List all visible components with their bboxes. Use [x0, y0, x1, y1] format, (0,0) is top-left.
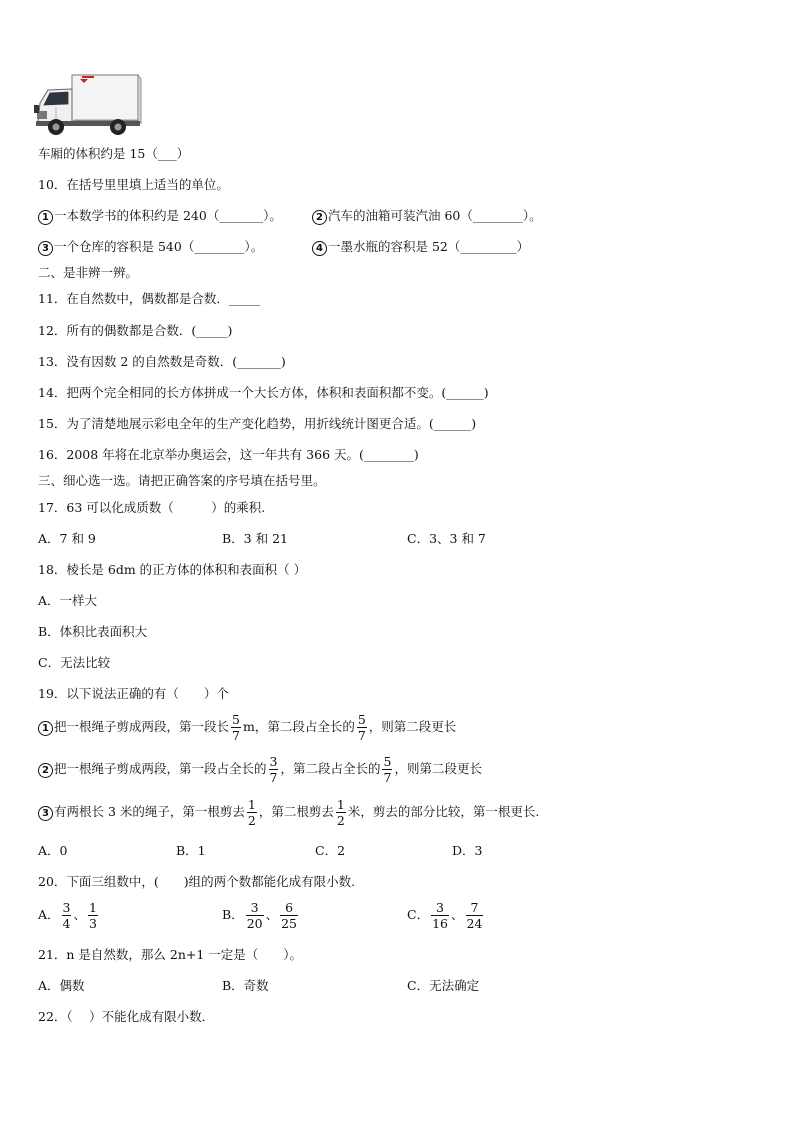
question-14: 14．把两个完全相同的长方体拼成一个大长方体，体积和表面积都不变。(______) — [38, 385, 489, 400]
circled-number: 1 — [38, 210, 53, 225]
denominator: 2 — [336, 813, 345, 828]
question-15: 15．为了清楚地展示彩电全年的生产变化趋势，用折线统计图更合适。(______) — [38, 416, 477, 431]
question-11: 11．在自然数中，偶数都是合数．_____ — [38, 291, 261, 306]
question-18-stem: 18．棱长是 6dm 的正方体的体积和表面积（ ） — [38, 562, 307, 577]
q20-option-b — [222, 900, 300, 931]
section-3-heading: 三、细心选一选。请把正确答案的序号填在括号里。 — [38, 473, 326, 488]
section-2-heading: 二、是非辨一辨。 — [38, 265, 139, 280]
circled-number: 3 — [38, 806, 53, 821]
q18-option-c: C．无法比较 — [38, 655, 111, 670]
fraction — [357, 712, 367, 743]
separator: 、 — [265, 907, 279, 922]
denominator: 7 — [269, 770, 278, 785]
circled-number: 1 — [38, 721, 53, 736]
q10-item-3 — [38, 238, 263, 256]
q20-option-a — [38, 900, 100, 931]
numerator: 1 — [247, 797, 256, 812]
statement-text: ，则第二段更长 — [368, 719, 457, 734]
q19-statement-2 — [38, 754, 482, 785]
circled-number: 4 — [312, 241, 327, 256]
denominator: 7 — [232, 728, 240, 743]
denominator: 24 — [466, 916, 483, 931]
q10-item-text: 一墨水瓶的容积是 52（_________） — [328, 239, 530, 254]
q19-statement-1 — [38, 712, 456, 743]
numerator: 6 — [280, 900, 298, 916]
q17-option-a: A．7 和 9 — [38, 531, 96, 546]
numerator: 3 — [431, 900, 449, 916]
q19-option-c: C．2 — [315, 843, 346, 858]
separator: 、 — [450, 907, 464, 922]
q19-option-d: D．3 — [452, 843, 483, 858]
q20-option-c — [407, 900, 485, 931]
question-20-stem: 20．下面三组数中，( )组的两个数都能化成有限小数. — [38, 874, 356, 889]
denominator: 16 — [432, 916, 448, 931]
numerator: 3 — [269, 754, 278, 769]
numerator: 5 — [383, 754, 392, 769]
q21-option-b: B．奇数 — [222, 978, 269, 993]
q10-item-1 — [38, 207, 282, 225]
q10-item-text: 一本数学书的体积约是 240（_______）。 — [54, 208, 282, 223]
numerator: 1 — [336, 797, 345, 812]
circled-number: 2 — [312, 210, 327, 225]
denominator: 7 — [357, 728, 366, 743]
statement-text: 有两根长 3 米的绳子，第一根剪去 — [54, 804, 245, 819]
statement-text: 米，剪去的部分比较，第一根更长. — [347, 804, 540, 819]
q10-item-text: 一个仓库的容积是 540（________）。 — [54, 239, 264, 254]
option-label: A． — [38, 907, 60, 922]
question-9-tail: 车厢的体积约是 15（___） — [38, 146, 190, 161]
fraction — [231, 712, 241, 743]
question-16: 16．2008 年将在北京举办奥运会，这一年共有 366 天。(________) — [38, 447, 419, 462]
fraction — [62, 900, 72, 931]
denominator: 2 — [247, 813, 256, 828]
numerator: 5 — [232, 712, 240, 727]
denominator: 7 — [383, 770, 392, 785]
fraction — [466, 900, 484, 931]
numerator: 1 — [89, 900, 97, 915]
numerator: 7 — [466, 900, 484, 916]
statement-text: 把一根绳子剪成两段，第一段长 — [54, 719, 230, 734]
fraction — [431, 900, 449, 931]
q10-item-4 — [312, 238, 529, 256]
fraction — [246, 900, 264, 931]
q10-item-text: 汽车的油箱可装汽油 60（________）。 — [328, 208, 542, 223]
q21-option-a: A．偶数 — [38, 978, 85, 993]
denominator: 25 — [281, 916, 298, 931]
statement-text: ，第二根剪去 — [258, 804, 334, 819]
fraction — [88, 900, 98, 931]
separator: 、 — [73, 907, 86, 922]
circled-number: 3 — [38, 241, 53, 256]
q17-option-b: B．3 和 21 — [222, 531, 288, 546]
q17-option-c: C．3、3 和 7 — [407, 531, 486, 546]
circled-number: 2 — [38, 763, 53, 778]
question-10-title: 10．在括号里里填上适当的单位。 — [38, 177, 229, 192]
q21-option-c: C．无法确定 — [407, 978, 480, 993]
question-21-stem: 21．n 是自然数，那么 2n+1 一定是（ ）。 — [38, 947, 303, 962]
fraction — [336, 797, 346, 828]
question-12: 12．所有的偶数都是合数．(_____) — [38, 323, 233, 338]
denominator: 3 — [89, 916, 97, 931]
question-13: 13．没有因数 2 的自然数是奇数．(_______) — [38, 354, 286, 369]
denominator: 4 — [62, 916, 71, 931]
numerator: 5 — [357, 712, 366, 727]
statement-text: ，第二段占全长的 — [280, 761, 381, 776]
q10-item-2 — [312, 207, 542, 225]
fraction — [247, 797, 257, 828]
statement-text: 把一根绳子剪成两段，第一段占全长的 — [54, 761, 267, 776]
denominator: 20 — [246, 916, 263, 931]
fraction — [280, 900, 298, 931]
statement-text: ，则第二段更长 — [394, 761, 482, 776]
q19-option-a: A．0 — [38, 843, 68, 858]
numerator: 3 — [62, 900, 71, 915]
q18-option-b: B．体积比表面积大 — [38, 624, 148, 639]
numerator: 3 — [246, 900, 264, 916]
question-17-stem: 17．63 可以化成质数（ ）的乘积. — [38, 500, 266, 515]
q19-option-b: B．1 — [176, 843, 206, 858]
question-19-stem: 19．以下说法正确的有（ ）个 — [38, 686, 229, 701]
fraction — [269, 754, 279, 785]
option-label: C． — [407, 907, 430, 922]
statement-text: m，第二段占全长的 — [242, 719, 355, 734]
q19-statement-3 — [38, 797, 539, 828]
question-22-stem: 22．（ ）不能化成有限小数． — [38, 1009, 215, 1024]
q18-option-a: A．一样大 — [38, 593, 98, 608]
fraction — [382, 754, 392, 785]
truck-image — [34, 71, 142, 139]
option-label: B． — [222, 907, 244, 922]
